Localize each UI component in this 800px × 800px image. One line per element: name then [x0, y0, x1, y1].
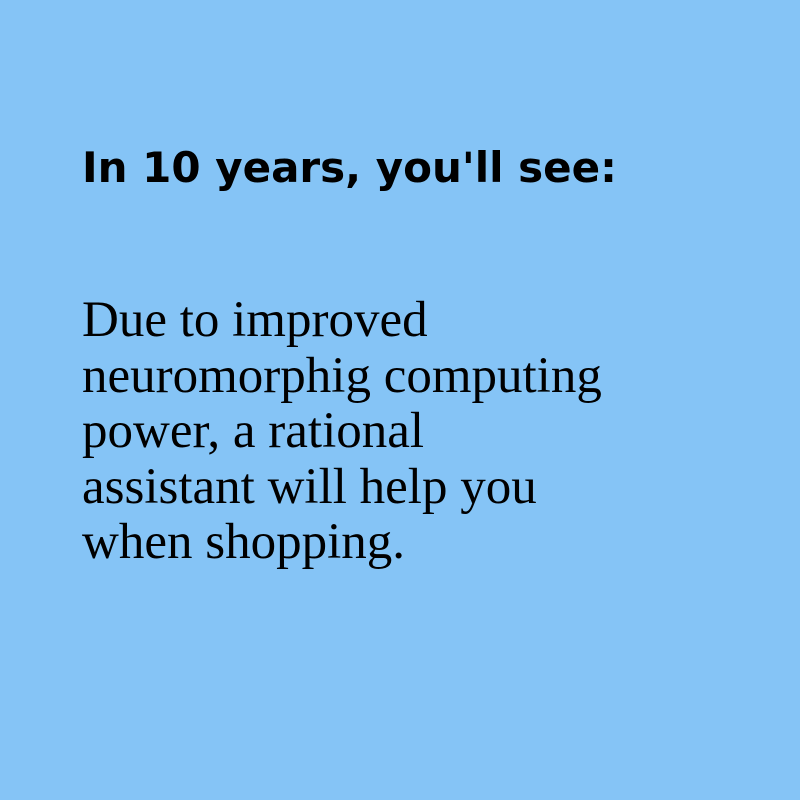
card-heading: In 10 years, you'll see:: [82, 143, 617, 192]
body-line: assistant will help you: [82, 458, 537, 515]
body-line: power, a rational: [82, 403, 425, 459]
body-line: when shopping.: [82, 514, 405, 570]
body-line: neuromorphig computing: [82, 347, 602, 404]
card-body-text: [82, 293, 722, 571]
body-line: Due to improved: [82, 292, 428, 348]
